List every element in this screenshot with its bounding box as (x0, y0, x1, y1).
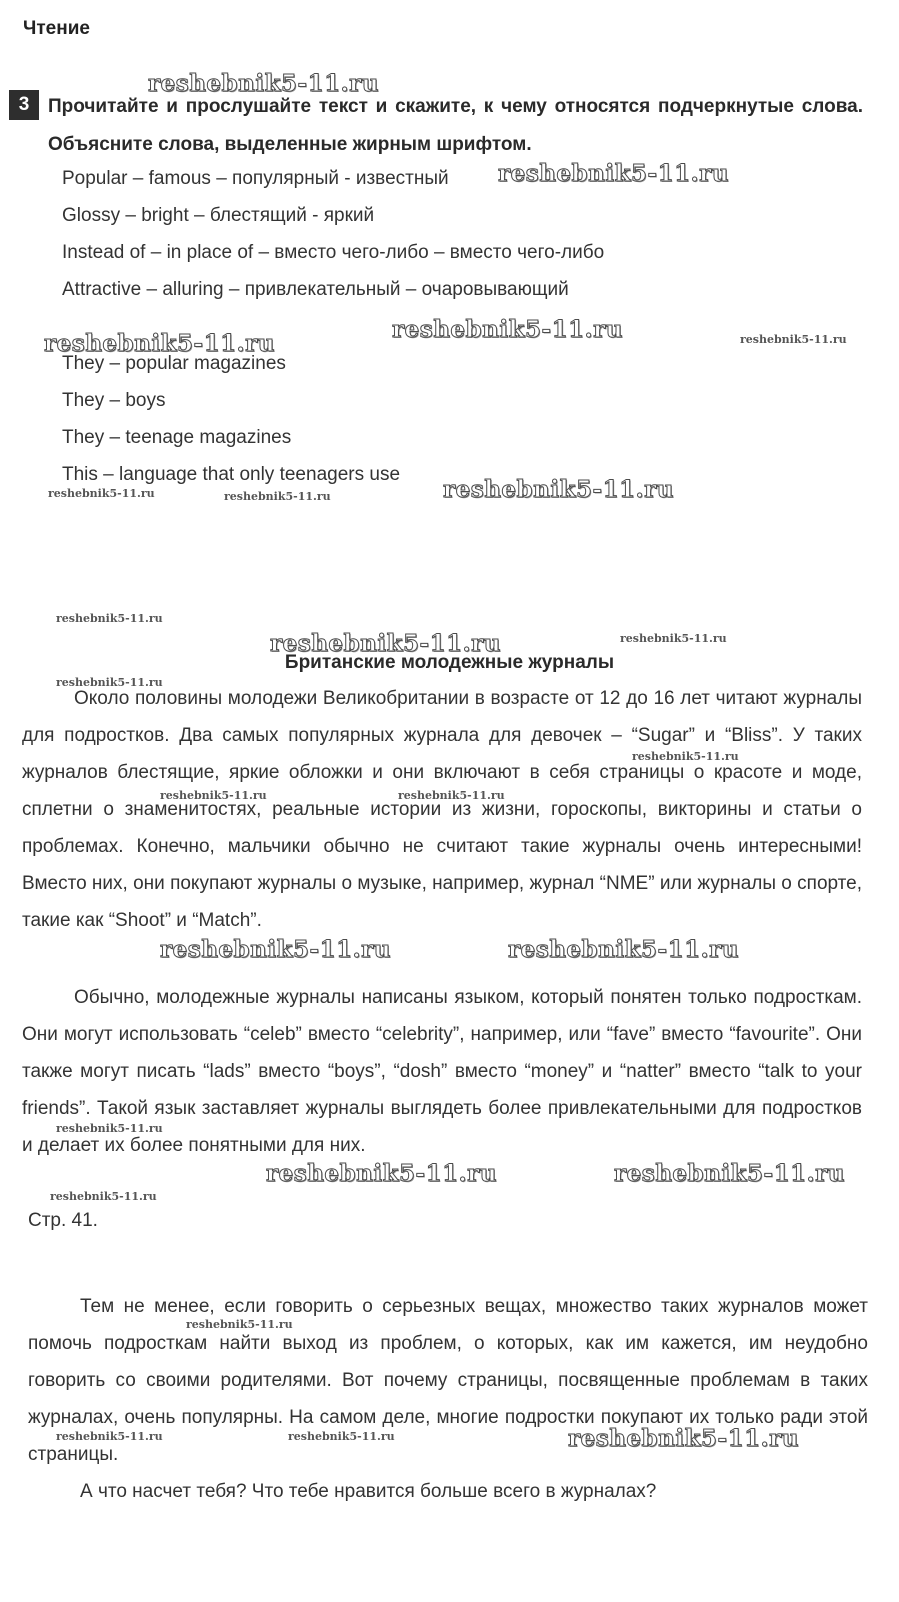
watermark: reshebnik5-11.ru (632, 750, 739, 763)
watermark: reshebnik5-11.ru (186, 1318, 293, 1331)
watermark: reshebnik5-11.ru (740, 333, 847, 346)
word-explanation: Popular – famous – популярный - известный (62, 168, 449, 189)
watermark: reshebnik5-11.ru (270, 630, 501, 657)
watermark: reshebnik5-11.ru (568, 1425, 799, 1452)
watermark: reshebnik5-11.ru (56, 1122, 163, 1135)
article-question (28, 1473, 868, 1510)
watermark: reshebnik5-11.ru (148, 70, 379, 97)
reference-answer: They – teenage magazines (62, 427, 292, 448)
watermark: reshebnik5-11.ru (44, 330, 275, 357)
word-explanation: Instead of – in place of – вместо чего-либо – вместо чего-либо (62, 242, 605, 263)
watermark: reshebnik5-11.ru (443, 476, 674, 503)
watermark: reshebnik5-11.ru (56, 612, 163, 625)
article-paragraph-text: Около половины молодежи Великобритании в возрасте от 12 до 16 лет читают журналы для подростков. Два самых популярных журнала для девочек – “Sugar” и “Bliss”. У таких журналов блестящие, яркие обложки и они включают в себя страницы о красоте и моде, сплетни о знаменитостях, реальные истории из жизни, гороскопы, викторины и статьи о проблемах. Конечно, мальчики обычно не считают такие журналы очень интересными! Вместо них, они покупают журналы о музыке, например, журнал “NME” или журналы о спорте, такие как “Shoot” и “Match”. (22, 688, 862, 931)
watermark: reshebnik5-11.ru (398, 789, 505, 802)
word-explanation: Glossy – bright – блестящий - яркий (62, 205, 375, 226)
watermark: reshebnik5-11.ru (392, 316, 623, 343)
watermark: reshebnik5-11.ru (160, 789, 267, 802)
reference-answer: They – boys (62, 390, 166, 411)
task-number-badge: 3 (9, 90, 39, 120)
watermark: reshebnik5-11.ru (50, 1190, 157, 1203)
watermark: reshebnik5-11.ru (56, 676, 163, 689)
article-paragraph-text: Тем не менее, если говорить о серьезных вещах, множество таких журналов может помочь подросткам найти выход из проблем, о которых, как им кажется, им неудобно говорить со своими родителями. Вот почему страницы, посвященные проблемам в таких журналах, очень популярны. На самом деле, многие подростки покупают их только ради этой страницы. (28, 1296, 868, 1465)
article-paragraph-text: Обычно, молодежные журналы написаны языком, который понятен только подросткам. Они могут использовать “celeb” вместо “celebrity”, например, или “fave” вместо “favourite”. Они также могут писать “lads” вместо “boys”, “dosh” вместо “money” и “natter” вместо “talk to your friends”. Такой язык заставляет журналы выглядеть более привлекательными для подростков и делает их более понятными для них. (22, 987, 862, 1156)
reference-answer: They – popular magazines (62, 353, 286, 374)
article-question-text: А что насчет тебя? Что тебе нравится больше всего в журналах? (80, 1481, 657, 1502)
section-title: Чтение (23, 18, 90, 39)
watermark: reshebnik5-11.ru (56, 1430, 163, 1443)
reference-answer: This – language that only teenagers use (62, 464, 401, 485)
task-instruction: Прочитайте и прослушайте текст и скажите, к чему относятся подчеркнутые слова. Объясните слова, выделенные жирным шрифтом. (48, 96, 863, 155)
watermark: reshebnik5-11.ru (508, 936, 739, 963)
watermark: reshebnik5-11.ru (498, 160, 729, 187)
watermark: reshebnik5-11.ru (160, 936, 391, 963)
watermark: reshebnik5-11.ru (48, 487, 155, 500)
watermark: reshebnik5-11.ru (266, 1160, 497, 1187)
page-reference: Стр. 41. (28, 1210, 98, 1231)
watermark: reshebnik5-11.ru (620, 632, 727, 645)
watermark: reshebnik5-11.ru (288, 1430, 395, 1443)
watermark: reshebnik5-11.ru (224, 490, 331, 503)
article-title: Британские молодежные журналы (284, 652, 615, 673)
word-explanation: Attractive – alluring – привлекательный – очаровывающий (62, 279, 569, 300)
article-paragraph (22, 680, 862, 939)
article-paragraph (22, 979, 862, 1164)
watermark: reshebnik5-11.ru (614, 1160, 845, 1187)
